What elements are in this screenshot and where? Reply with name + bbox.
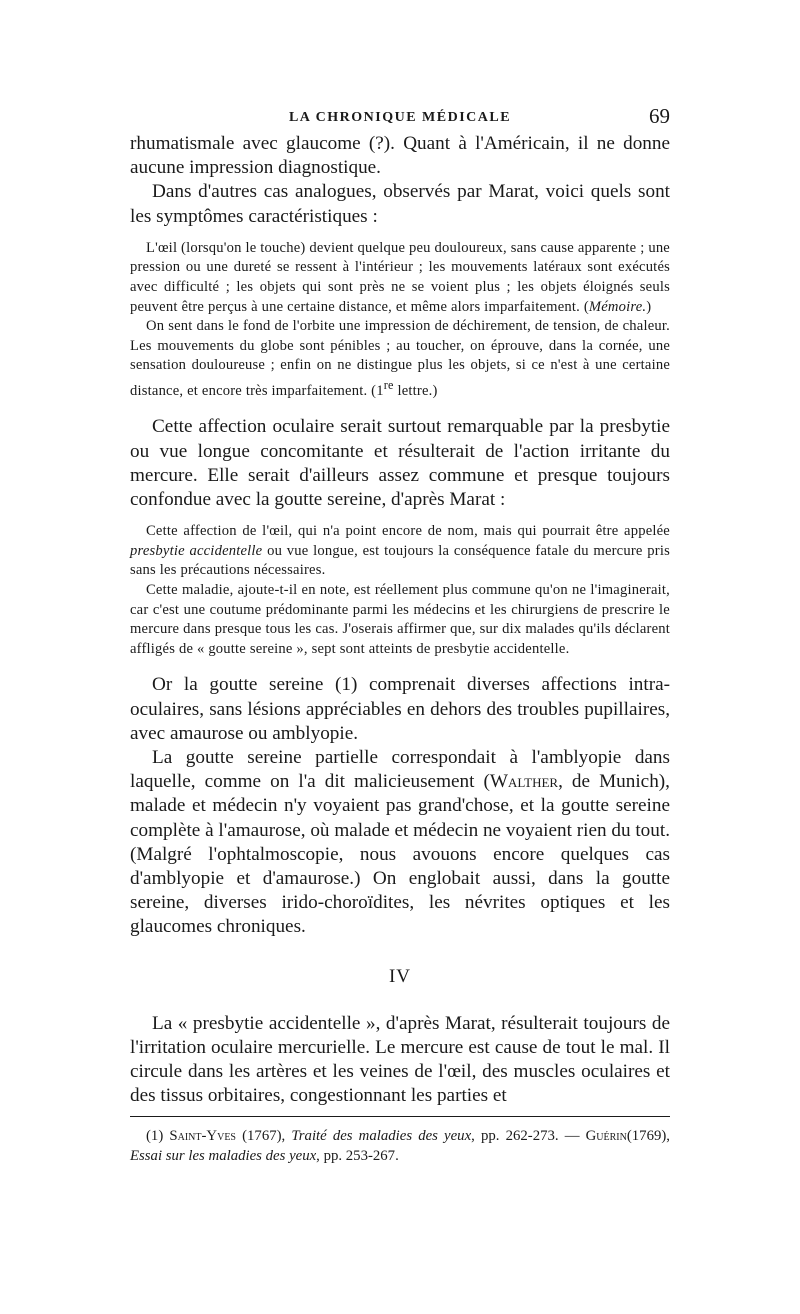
- paragraph-goutte-sereine: Or la goutte sereine (1) comprenait diverses affections intra-oculaires, sans lésions appréciables en dehors des troubles pupillaires, avec amaurose ou amblyopie.: [130, 674, 670, 744]
- quote-text: L'œil (lorsqu'on le touche) devient quelque peu douloureux, sans cause apparente ; une pression ou une dureté se ressent à l'intérieur ; les mouvements latéraux sont exécutés avec difficulté ; les objets qui sont près ne se voient plus ; les objets éloignés seuls peuvent être perçus à une certaine distance, et même alors imparfaitement. (: [130, 239, 670, 315]
- footnote-divider: [130, 1116, 670, 1117]
- footnote-title: Traité des maladies des yeux: [291, 1128, 472, 1144]
- section-heading: IV: [388, 965, 412, 987]
- footnote-author: Guérin: [585, 1128, 627, 1144]
- footnote-title: Essai sur les maladies des yeux: [130, 1148, 317, 1164]
- paragraph-section-iv: La « presbytie accidentelle », d'après Marat, résulterait toujours de l'irritation oculaire mercurielle. Le mercure est cause de tout le mal. Il circule dans les artères et les veines de l'œil, des muscles oculaires et des tissus orbitaires, congestionnant les parties et: [130, 1012, 670, 1107]
- page-header: [130, 104, 670, 134]
- paragraph-text: La goutte sereine partielle correspondait à l'amblyopie dans laquelle, comme on l'a dit malicieusement (: [130, 747, 670, 793]
- footnote-text: , pp. 253-267.: [316, 1148, 399, 1164]
- quote-text: On sent dans le fond de l'orbite une impression de déchirement, de tension, de chaleur. Les mouvements du globe sont pénibles ; au toucher, on éprouve, dans la cornée, une sensation douloureuse ; enfin on ne distingue plus les objets, si ce n'est à une certaine distance, et encore très imparfaitement. (1: [130, 318, 670, 399]
- quote-italic-term: presbytie accidentelle: [130, 542, 263, 559]
- quote-text: ou vue longue, est toujours la conséquence fatale du mercure pris sans les précautions nécessaires.: [130, 542, 670, 579]
- page-number: 69: [649, 104, 670, 128]
- quotation-memoire: [130, 239, 670, 402]
- paragraph-symptoms-intro: Dans d'autres cas analogues, observés par Marat, voici quels sont les symptômes caractéristiques :: [130, 181, 670, 227]
- footnote-text: , pp. 262-273. —: [471, 1128, 586, 1144]
- footnote-marker: (1): [146, 1128, 170, 1144]
- footnote: [130, 1126, 670, 1166]
- author-name: Walther: [489, 771, 559, 793]
- quote-text: ): [646, 298, 652, 315]
- paragraph-presbytie: Cette affection oculaire serait surtout remarquable par la presbytie ou vue longue concomitante et résulterait de l'action irritante du mercure. Elle serait d'ailleurs assez commune et presque toujours confondue avec la goutte sereine, d'après Marat :: [130, 416, 670, 511]
- footnote-author: Saint-Yves: [169, 1128, 236, 1144]
- quote-paragraph: [130, 317, 670, 401]
- quote-text: lettre.): [393, 382, 438, 399]
- footnote-text: (1767),: [236, 1128, 292, 1144]
- paragraph-continued: rhumatismale avec glaucome (?). Quant à l'Américain, il ne donne aucune impression diagnostique.: [130, 133, 670, 179]
- body-text: [130, 132, 670, 1108]
- footnote-text: (1769),: [626, 1128, 671, 1144]
- paragraph-text: , de Munich), malade et médecin n'y voyaient pas grand'chose, et la goutte sereine complète à l'amaurose, où malade et médecin ne voyaient rien du tout. (Malgré l'ophtalmoscopie, nous avouons encore quelques cas d'amblyopie et d'amaurose.) On englobait aussi, dans la goutte sereine, diverses irido-choroïdites, les névrites optiques et les glaucomes chroniques.: [130, 771, 670, 938]
- quote-text: Cette affection de l'œil, qui n'a point encore de nom, mais qui pourrait être appelée: [146, 523, 670, 540]
- quote-paragraph: Cette maladie, ajoute-t-il en note, est réellement plus commune qu'on ne l'imaginerait, car c'est une coutume prédominante parmi les médecins et les chirurgiens de prescrire le mercure dans presque tous les cas. J'oserais affirmer que, sur dix malades qu'ils déclarent affligés de « goutte sereine », sept sont atteints de presbytie accidentelle.: [130, 582, 670, 657]
- running-title: LA CHRONIQUE MÉDICALE: [288, 110, 512, 125]
- superscript: re: [383, 377, 394, 392]
- quote-source: Mémoire.: [588, 298, 647, 315]
- paragraph-amblyopie: [130, 746, 670, 940]
- quote-paragraph: [130, 522, 670, 581]
- quotation-presbytie: [130, 522, 670, 659]
- quote-paragraph: [130, 239, 670, 317]
